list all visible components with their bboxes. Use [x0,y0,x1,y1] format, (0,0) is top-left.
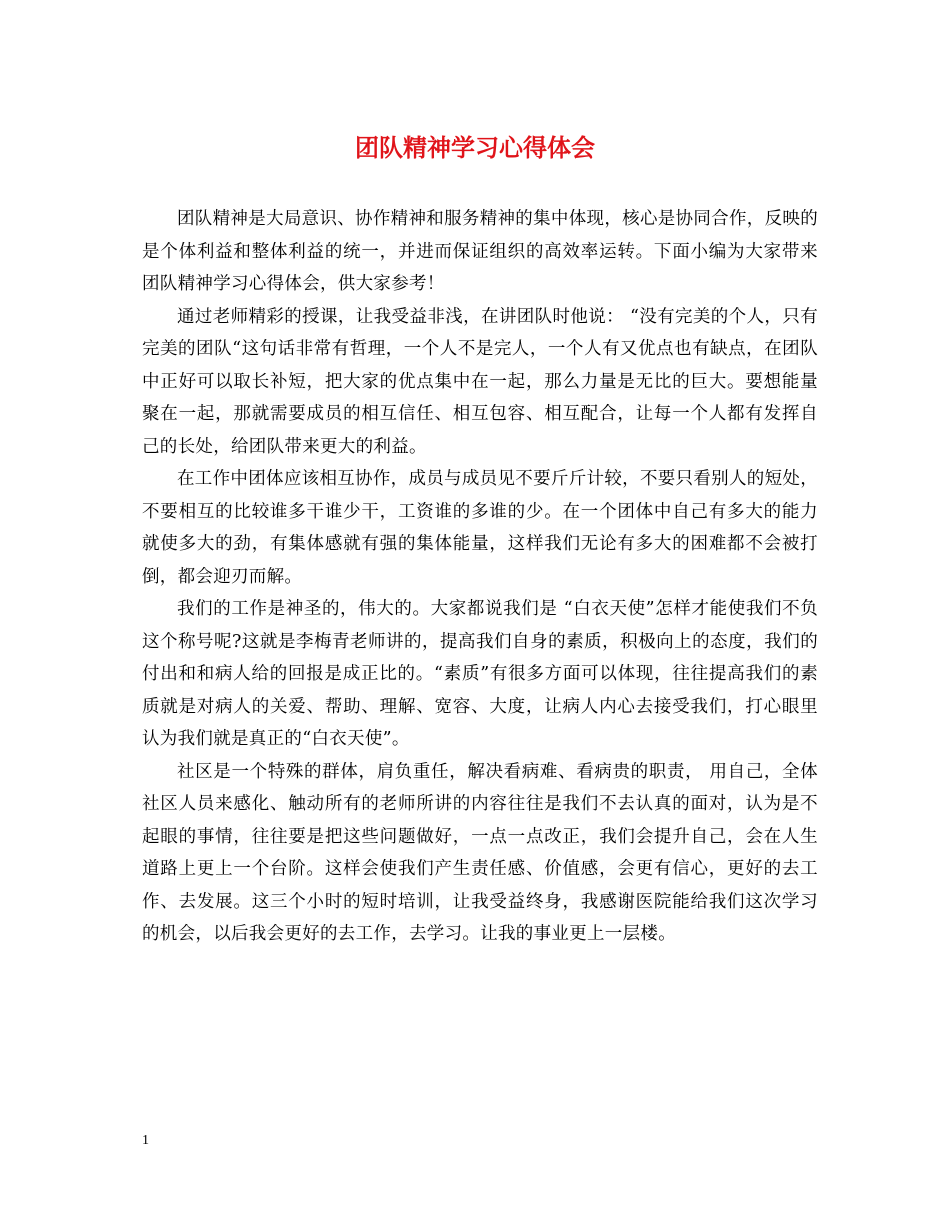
paragraph-4: 我们的工作是神圣的，伟大的。大家都说我们是 “白衣天使”怎样才能使我们不负这个称号呢?这就是李梅青老师讲的，提高我们自身的素质，积极向上的态度，我们的付出和和病人给的回报是成正比的。“素质”有很多方面可以体现，往往提高我们的素质就是对病人的关爱、帮助、理解、宽容、大度，让病人内心去接受我们，打心眼里认为我们就是真正的“白衣天使”。 [142,599,818,749]
document-body [142,203,818,951]
paragraph-1: 团队精神是大局意识、协作精神和服务精神的集中体现，核心是协同合作，反映的是个体利益和整体利益的统一，并进而保证组织的高效率运转。下面小编为大家带来团队精神学习心得体会，供大家参考！ [142,209,818,294]
paragraph-5: 社区是一个特殊的群体，肩负重任，解决看病难、看病贵的职责， 用自己，全体社区人员来感化、触动所有的老师所讲的内容往往是我们不去认真的面对，认为是不起眼的事情，往往要是把这些问题做好，一点一点改正，我们会提升自己，会在人生道路上更上一个台阶。这样会使我们产生责任感、价值感，会更有信心，更好的去工作、去发展。这三个小时的短时培训，让我受益终身，我感谢医院能给我们这次学习的机会，以后我会更好的去工作，去学习。让我的事业更上一层楼。 [142,761,818,944]
page-number: 1 [142,1133,149,1148]
paragraph-3: 在工作中团体应该相互协作，成员与成员见不要斤斤计较，不要只看别人的短处，不要相互的比较谁多干谁少干，工资谁的多谁的少。在一个团体中自己有多大的能力就使多大的劲，有集体感就有强的集体能量，这样我们无论有多大的困难都不会被打倒，都会迎刃而解。 [142,469,818,587]
document-title: 团队精神学习心得体会 [355,134,595,162]
paragraph-2: 通过老师精彩的授课，让我受益非浅，在讲团队时他说： “没有完美的个人，只有完美的团队“这句话非常有哲理，一个人不是完人，一个人有又优点也有缺点，在团队中正好可以取长补短，把大家的优点集中在一起，那么力量是无比的巨大。要想能量聚在一起，那就需要成员的相互信任、相互包容、相互配合，让每一个人都有发挥自己的长处，给团队带来更大的利益。 [142,306,818,457]
